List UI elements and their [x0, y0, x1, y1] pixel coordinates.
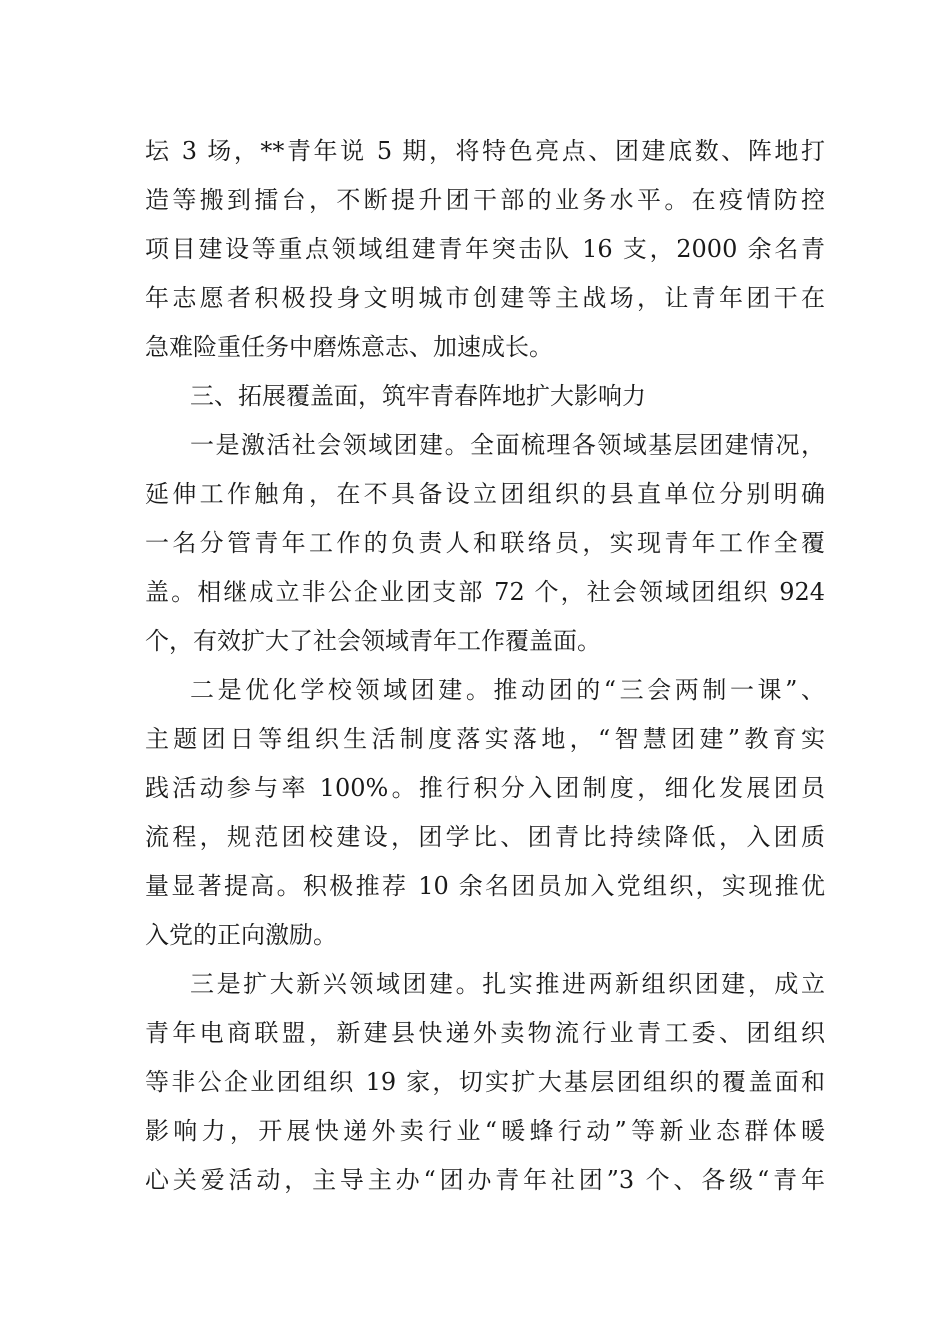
paragraph-line: 践活动参与率 100%。推行积分入团制度，细化发展团员: [145, 774, 825, 802]
paragraph-line: 三是扩大新兴领域团建。扎实推进两新组织团建，成立: [190, 970, 825, 998]
paragraph-line: 流程，规范团校建设，团学比、团青比持续降低，入团质: [145, 823, 825, 851]
paragraph-line: 坛 3 场，**青年说 5 期，将特色亮点、团建底数、阵地打: [145, 137, 825, 165]
paragraph-line: 心关爱活动，主导主办“团办青年社团”3 个、各级“青年: [145, 1166, 825, 1194]
paragraph-line: 量显著提高。积极推荐 10 余名团员加入党组织，实现推优: [145, 872, 825, 900]
paragraph-line: 造等搬到擂台，不断提升团干部的业务水平。在疫情防控: [145, 186, 825, 214]
paragraph-line: 项目建设等重点领域组建青年突击队 16 支，2000 余名青: [145, 235, 825, 263]
paragraph-line: 个，有效扩大了社会领域青年工作覆盖面。: [145, 627, 601, 655]
paragraph-line: 一名分管青年工作的负责人和联络员，实现青年工作全覆: [145, 529, 825, 557]
paragraph-line: 等非公企业团组织 19 家，切实扩大基层团组织的覆盖面和: [145, 1068, 825, 1096]
paragraph-line: 延伸工作触角，在不具备设立团组织的县直单位分别明确: [145, 480, 825, 508]
paragraph-line: 影响力，开展快递外卖行业“暖蜂行动”等新业态群体暖: [145, 1117, 825, 1145]
paragraph-line: 入党的正向激励。: [145, 921, 337, 949]
paragraph-line: 一是激活社会领域团建。全面梳理各领域基层团建情况，: [190, 431, 825, 459]
paragraph-line: 二是优化学校领域团建。推动团的“三会两制一课”、: [190, 676, 825, 704]
paragraph-line: 主题团日等组织生活制度落实落地，“智慧团建”教育实: [145, 725, 825, 753]
paragraph-line: 急难险重任务中磨炼意志、加速成长。: [145, 333, 553, 361]
section-heading: 三、拓展覆盖面，筑牢青春阵地扩大影响力: [190, 382, 646, 410]
paragraph-line: 年志愿者积极投身文明城市创建等主战场，让青年团干在: [145, 284, 825, 312]
paragraph-line: 盖。相继成立非公企业团支部 72 个，社会领域团组织 924: [145, 578, 825, 606]
paragraph-line: 青年电商联盟，新建县快递外卖物流行业青工委、团组织: [145, 1019, 825, 1047]
